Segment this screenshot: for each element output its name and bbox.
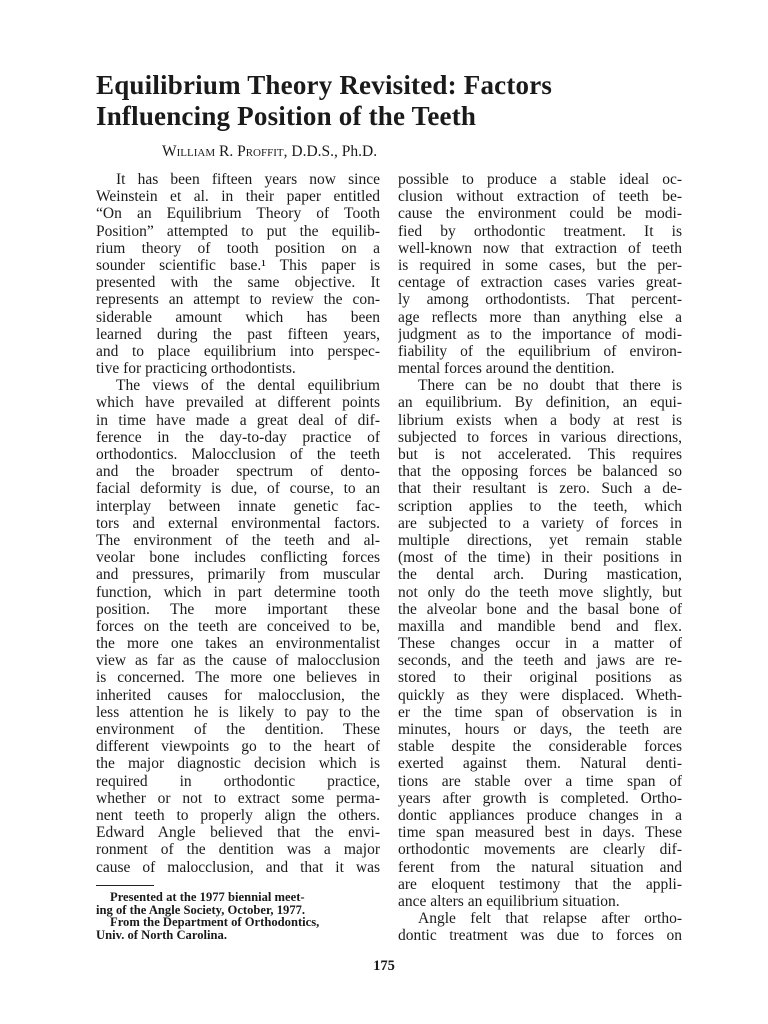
body-text-line: Position” attempted to put the equilib- <box>96 222 380 240</box>
body-text-line: the dental arch. During mastication, <box>398 566 682 584</box>
body-text-line: learned during the past fifteen years, <box>96 325 380 343</box>
body-text-line: These changes occur in a matter of <box>398 635 682 653</box>
body-text-line: presented with the same objective. It <box>96 274 380 292</box>
body-text-line: facial deformity is due, of course, to an <box>96 480 380 498</box>
body-text-line: an equilibrium. By definition, an equi- <box>398 394 682 412</box>
body-text-line: is required in some cases, but the per- <box>398 256 682 274</box>
body-text-line: cause of malocclusion, and that it was <box>96 858 380 876</box>
body-text-line: rium theory of tooth position on a <box>96 239 380 257</box>
body-text-line: is concerned. The more one believes in <box>96 669 380 687</box>
body-text-line: It has been fifteen years now since <box>116 171 380 188</box>
body-column-right <box>398 171 682 944</box>
body-text-line: represents an attempt to review the con- <box>96 291 380 309</box>
body-text-line: Edward Angle believed that the envi- <box>96 824 380 842</box>
body-text-line: inherited causes for malocclusion, the <box>96 686 380 704</box>
article-title <box>96 70 696 132</box>
body-text-line: years after growth is completed. Ortho- <box>398 789 682 807</box>
body-text-line: different viewpoints go to the heart of <box>96 738 380 756</box>
body-text-line: ronment of the dentition was a major <box>96 841 380 859</box>
body-text-line: The environment of the teeth and al- <box>96 531 380 549</box>
body-text-line: maxilla and mandible bend and flex. <box>398 617 682 635</box>
body-text-line: seconds, and the teeth and jaws are re- <box>398 652 682 670</box>
author-last-name: Proffit <box>237 143 284 160</box>
body-text-line: that the opposing forces be balanced so <box>398 463 682 481</box>
body-text-line: Angle felt that relapse after ortho- <box>418 910 682 928</box>
body-text-line: fiability of the equilibrium of environ- <box>398 342 682 360</box>
body-text-line: clusion without extraction of teeth be- <box>398 188 682 206</box>
body-column-left <box>96 171 380 876</box>
body-text-line: ference in the day-to-day practice of <box>96 428 380 446</box>
body-text-line: fied by orthodontic treatment. It is <box>398 222 682 240</box>
author-middle-initial: R. <box>219 143 234 160</box>
body-text-line: mental forces around the dentition. <box>398 360 615 378</box>
body-text-line: veolar bone includes conflicting forces <box>96 549 380 567</box>
body-text-line: The views of the dental equilibrium <box>116 377 380 395</box>
body-text-line: cause the environment could be modi- <box>398 205 682 223</box>
body-text-line: orthodontics. Malocclusion of the teeth <box>96 446 380 463</box>
body-text-line: er the time span of observation is in <box>398 703 682 721</box>
body-text-line: minutes, hours or days, the teeth are <box>398 721 682 738</box>
body-text-line: forces on the teeth are conceived to be, <box>96 617 380 635</box>
body-text-line: judgment as to the importance of modi- <box>398 325 682 343</box>
body-text-line: not only do the teeth move slightly, but <box>398 583 682 601</box>
author-degrees: , D.D.S., Ph.D. <box>283 143 378 160</box>
page-number: 175 <box>373 958 395 974</box>
body-text-line: function, which in part determine tooth <box>96 583 380 601</box>
body-text-line: environment of the dentition. These <box>96 721 380 738</box>
author-first-name: William <box>162 143 216 160</box>
footnote-rule <box>96 885 154 886</box>
body-text-line: tors and external environmental factors. <box>96 514 380 532</box>
article-title-line-1: Equilibrium Theory Revisited: Factors <box>96 70 553 100</box>
author-byline <box>162 143 377 161</box>
body-text-line: ly among orthodontists. That percent- <box>398 291 682 309</box>
body-text-line: possible to produce a stable ideal oc- <box>398 171 682 188</box>
body-text-line: in time have made a great deal of dif- <box>96 411 380 429</box>
body-text-line: stored to their original positions as <box>398 669 682 687</box>
body-text-line: Weinstein et al. in their paper entitled <box>96 188 380 206</box>
footnote-line: Presented at the 1977 biennial meet- <box>110 890 305 904</box>
body-text-line: centage of extraction cases varies great- <box>398 274 682 292</box>
body-text-line: There can be no doubt that there is <box>418 377 682 395</box>
body-text-line: exerted against them. Natural denti- <box>398 755 682 773</box>
body-text-line: and pressures, primarily from muscular <box>96 566 380 584</box>
body-text-line: time span measured best in days. These <box>398 824 682 842</box>
body-text-line: required in orthodontic practice, <box>96 772 380 790</box>
body-text-line: whether or not to extract some perma- <box>96 789 380 807</box>
body-text-line: scription applies to the teeth, which <box>398 497 682 515</box>
body-text-line: dontic appliances produce changes in a <box>398 806 682 824</box>
footnote <box>96 891 386 941</box>
body-text-line: the more one takes an environmentalist <box>96 635 380 653</box>
body-text-line: and the broader spectrum of dento- <box>96 463 380 481</box>
body-text-line: nent teeth to properly align the others. <box>96 806 380 824</box>
body-text-line: sounder scientific base.¹ This paper is <box>96 256 380 274</box>
body-text-line: which have prevailed at different points <box>96 394 380 412</box>
body-text-line: but is not accelerated. This requires <box>398 446 682 463</box>
footnote-line: Univ. of North Carolina. <box>96 927 227 942</box>
footnote-line: ing of the Angle Society, October, 1977. <box>96 902 306 917</box>
body-text-line: stable despite the considerable forces <box>398 738 682 756</box>
body-text-line: less attention he is likely to pay to the <box>96 703 380 721</box>
body-text-line: dontic treatment was due to forces on <box>398 927 682 945</box>
body-text-line: are eloquent testimony that the appli- <box>398 875 682 893</box>
body-text-line: siderable amount which has been <box>96 308 380 326</box>
body-text-line: are subjected to a variety of forces in <box>398 514 682 532</box>
body-text-line: age reflects more than anything else a <box>398 308 682 326</box>
body-text-line: the major diagnostic decision which is <box>96 755 380 773</box>
body-text-line: interplay between innate genetic fac- <box>96 497 380 515</box>
body-text-line: tive for practicing orthodontists. <box>96 360 296 378</box>
body-text-line: (most of the time) in their positions in <box>398 549 682 567</box>
article-title-line-2: Influencing Position of the Teeth <box>96 101 477 131</box>
body-text-line: view as far as the cause of malocclusion <box>96 652 380 670</box>
body-text-line: ance alters an equilibrium situation. <box>398 892 620 910</box>
body-text-line: “On an Equilibrium Theory of Tooth <box>96 205 380 223</box>
body-text-line: position. The more important these <box>96 600 380 618</box>
body-text-line: tions are stable over a time span of <box>398 772 682 790</box>
body-text-line: that their resultant is zero. Such a de- <box>398 480 682 498</box>
body-text-line: orthodontic movements are clearly dif- <box>398 841 682 859</box>
body-text-line: ferent from the natural situation and <box>398 858 682 876</box>
body-text-line: and to place equilibrium into perspec- <box>96 342 380 360</box>
body-text-line: librium exists when a body at rest is <box>398 411 682 429</box>
body-text-line: well-known now that extraction of teeth <box>398 239 682 257</box>
footnote-line: From the Department of Orthodontics, <box>110 915 320 929</box>
body-text-line: quickly as they were displaced. Wheth- <box>398 686 682 704</box>
body-text-line: subjected to forces in various directions, <box>398 428 682 446</box>
body-text-line: multiple directions, yet remain stable <box>398 531 682 549</box>
body-text-line: the alveolar bone and the basal bone of <box>398 600 682 618</box>
